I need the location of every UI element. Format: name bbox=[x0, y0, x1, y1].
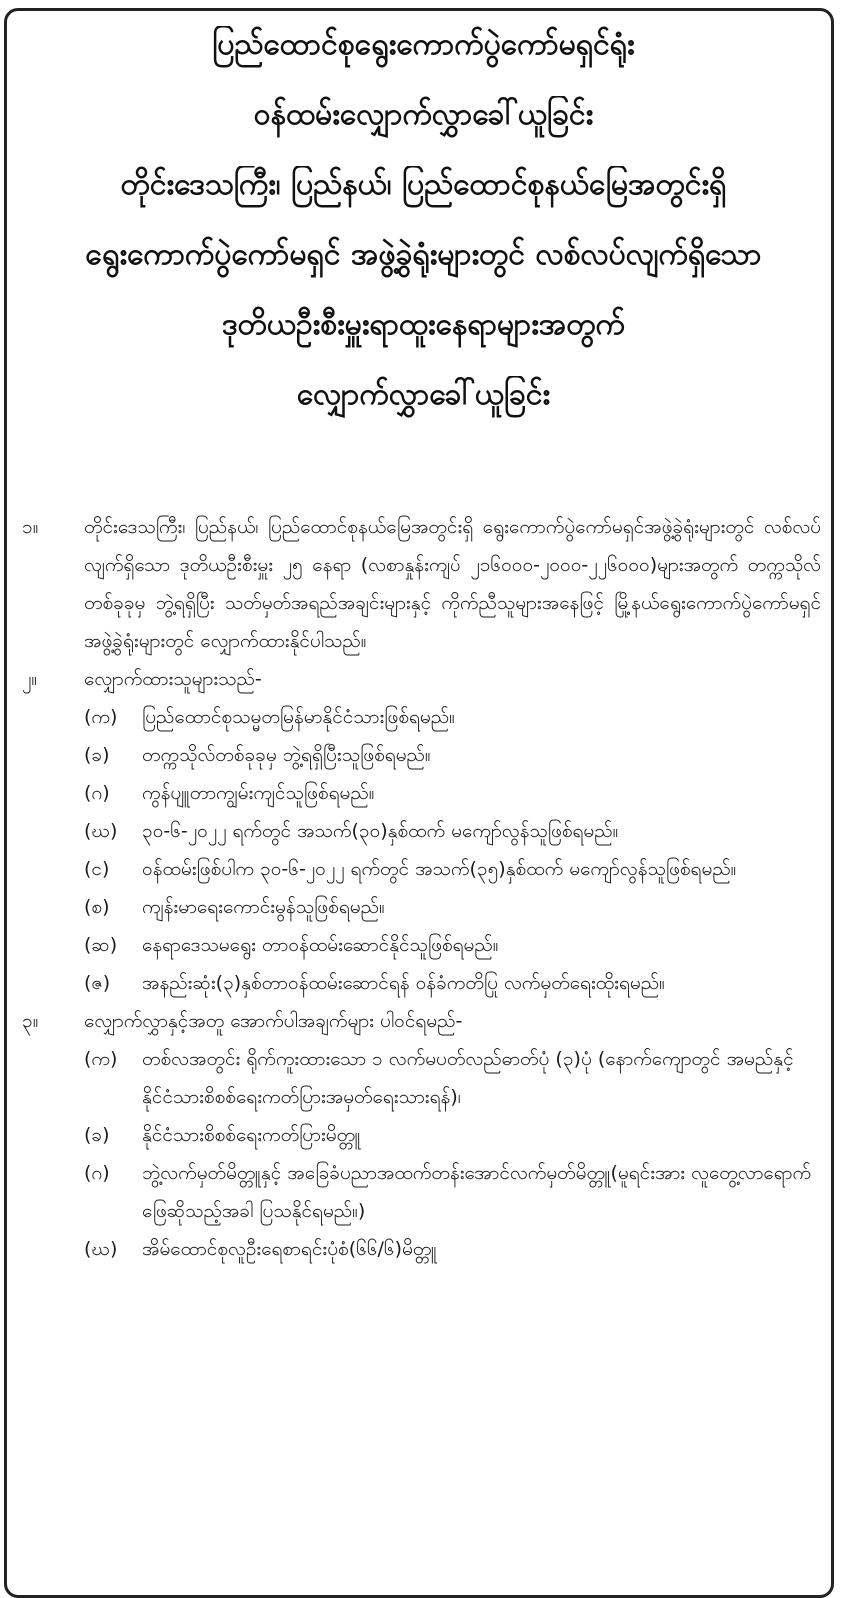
paragraph-text: လျှောက်လွှာနှင့်အတူ အောက်ပါအချက်များ ပါဝင်ရမည်- bbox=[84, 1010, 463, 1032]
paragraph-number: ၂။ bbox=[22, 668, 38, 690]
list-item-label: (ဆ) bbox=[84, 934, 118, 956]
title-line-application-call: လျှောက်လွှာခေါ်ယူခြင်း bbox=[296, 377, 551, 412]
paragraph-3 bbox=[22, 1002, 821, 1040]
list-item-label: (ဃ) bbox=[84, 1238, 118, 1260]
list-item-text: နေရာဒေသမရွေး တာဝန်ထမ်းဆောင်နိုင်သူဖြစ်ရမည်။ bbox=[142, 934, 499, 956]
notice-body bbox=[22, 508, 821, 1268]
list-item bbox=[22, 1116, 821, 1154]
notice-heading bbox=[10, 26, 837, 446]
list-item bbox=[22, 1040, 821, 1116]
list-item-label: (ဂ) bbox=[84, 1162, 110, 1184]
list-item-text: အနည်းဆုံး(၃)နှစ်တာဝန်ထမ်းဆောင်ရန် ဝန်ခံကတိပြု လက်မှတ်ရေးထိုးရမည်။ bbox=[142, 972, 665, 994]
list-item-text: ပြည်ထောင်စုသမ္မတမြန်မာနိုင်ငံသားဖြစ်ရမည်။ bbox=[142, 706, 455, 728]
list-item-label: (က) bbox=[84, 1048, 118, 1070]
paragraph-1 bbox=[22, 508, 821, 660]
list-item bbox=[22, 698, 821, 736]
list-item bbox=[22, 850, 821, 888]
list-item-text: တစ်လအတွင်း ရိုက်ကူးထားသော ၁ လက်မပတ်လည်ဓာတ်ပုံ (၃)ပုံ (နောက်ကျောတွင် အမည်နှင့် နိုင်ငံသားစိစစ်ရေးကတ်ပြားအမှတ်ရေးသားရန်)၊ bbox=[142, 1048, 794, 1108]
title-line-position: ဒုတိယဦးစီးမှူးရာထူးနေရာများအတွက် bbox=[222, 307, 625, 342]
paragraph-text: လျှောက်ထားသူများသည်- bbox=[84, 668, 262, 690]
paragraph-number: ၃။ bbox=[22, 1010, 39, 1032]
paragraph-text: တိုင်းဒေသကြီး၊ ပြည်နယ်၊ ပြည်ထောင်စုနယ်မြေအတွင်းရှိ ရွေးကောက်ပွဲကော်မရှင်အဖွဲ့ခွဲရုံးများတွင် လစ်လပ်လျက်ရှိသော ဒုတိယဦးစီးမှူး ၂၅ နေရာ (လစာနှုန်းကျပ် ၂၁၆၀၀၀-၂၀၀၀-၂၂၆၀၀၀)များအတွက် တက္ကသိုလ်တစ်ခုခုမှ ဘွဲ့ရရှိပြီး သတ်မှတ်အရည်အချင်းများနှင့် ကိုက်ညီသူများအနေဖြင့် မြို့နယ်ရွေးကောက်ပွဲကော်မရှင်အဖွဲ့ခွဲရုံးများတွင် လျှောက်ထားနိုင်ပါသည်။ bbox=[84, 516, 821, 652]
paragraph-2 bbox=[22, 660, 821, 698]
list-item-text: ၃၀-၆-၂၀၂၂ ရက်တွင် အသက်(၃၀)နှစ်ထက် မကျော်လွန်သူဖြစ်ရမည်။ bbox=[142, 820, 619, 842]
list-item bbox=[22, 888, 821, 926]
list-item-label: (ဃ) bbox=[84, 820, 118, 842]
list-item bbox=[22, 1230, 821, 1268]
list-item-text: တက္ကသိုလ်တစ်ခုခုမှ ဘွဲ့ရရှိပြီးသူဖြစ်ရမည်။ bbox=[142, 744, 431, 766]
title-line-branch-offices: ရွေးကောက်ပွဲကော်မရှင် အဖွဲ့ခွဲရုံးများတွင် လစ်လပ်လျက်ရှိသော bbox=[85, 237, 762, 272]
list-item-text: ဘွဲ့လက်မှတ်မိတ္တူနှင့် အခြေခံပညာအထက်တန်းအောင်လက်မှတ်မိတ္တူ(မူရင်းအား လူတွေ့လာရောက်ဖြေဆိုသည့်အခါ ပြသနိုင်ရမည်။) bbox=[142, 1162, 812, 1222]
list-item-text: ကျန်းမာရေးကောင်းမွန်သူဖြစ်ရမည်။ bbox=[142, 896, 385, 918]
title-line-office: ပြည်ထောင်စုရွေးကောက်ပွဲကော်မရှင်ရုံး bbox=[212, 27, 635, 62]
title-line-recruitment: ဝန်ထမ်းလျှောက်လွှာခေါ်ယူခြင်း bbox=[253, 97, 594, 132]
list-item-label: (ခ) bbox=[84, 1124, 110, 1146]
list-item bbox=[22, 926, 821, 964]
list-item-label: (ဇ) bbox=[84, 972, 111, 994]
list-item-label: (က) bbox=[84, 706, 118, 728]
list-item-label: (ခ) bbox=[84, 744, 110, 766]
list-item-label: (င) bbox=[84, 858, 110, 880]
paragraph-number: ၁။ bbox=[22, 516, 39, 538]
list-item bbox=[22, 1154, 821, 1230]
title-line-regions: တိုင်းဒေသကြီး၊ ပြည်နယ်၊ ပြည်ထောင်စုနယ်မြေအတွင်းရှိ bbox=[120, 167, 727, 202]
list-item-label: (ဂ) bbox=[84, 782, 110, 804]
list-item-text: ဝန်ထမ်းဖြစ်ပါက ၃၀-၆-၂၀၂၂ ရက်တွင် အသက်(၃၅)နှစ်ထက် မကျော်လွန်သူဖြစ်ရမည်။ bbox=[142, 858, 737, 880]
list-item-text: အိမ်ထောင်စုလူဦးရေစာရင်းပုံစံ(၆၆/၆)မိတ္တူ bbox=[142, 1238, 437, 1260]
list-item-text: ကွန်ပျူတာကျွမ်းကျင်သူဖြစ်ရမည်။ bbox=[142, 782, 375, 804]
list-item bbox=[22, 812, 821, 850]
list-item bbox=[22, 774, 821, 812]
list-item bbox=[22, 964, 821, 1002]
list-item-label: (စ) bbox=[84, 896, 110, 918]
list-item bbox=[22, 736, 821, 774]
list-item-text: နိုင်ငံသားစိစစ်ရေးကတ်ပြားမိတ္တူ bbox=[142, 1124, 361, 1146]
